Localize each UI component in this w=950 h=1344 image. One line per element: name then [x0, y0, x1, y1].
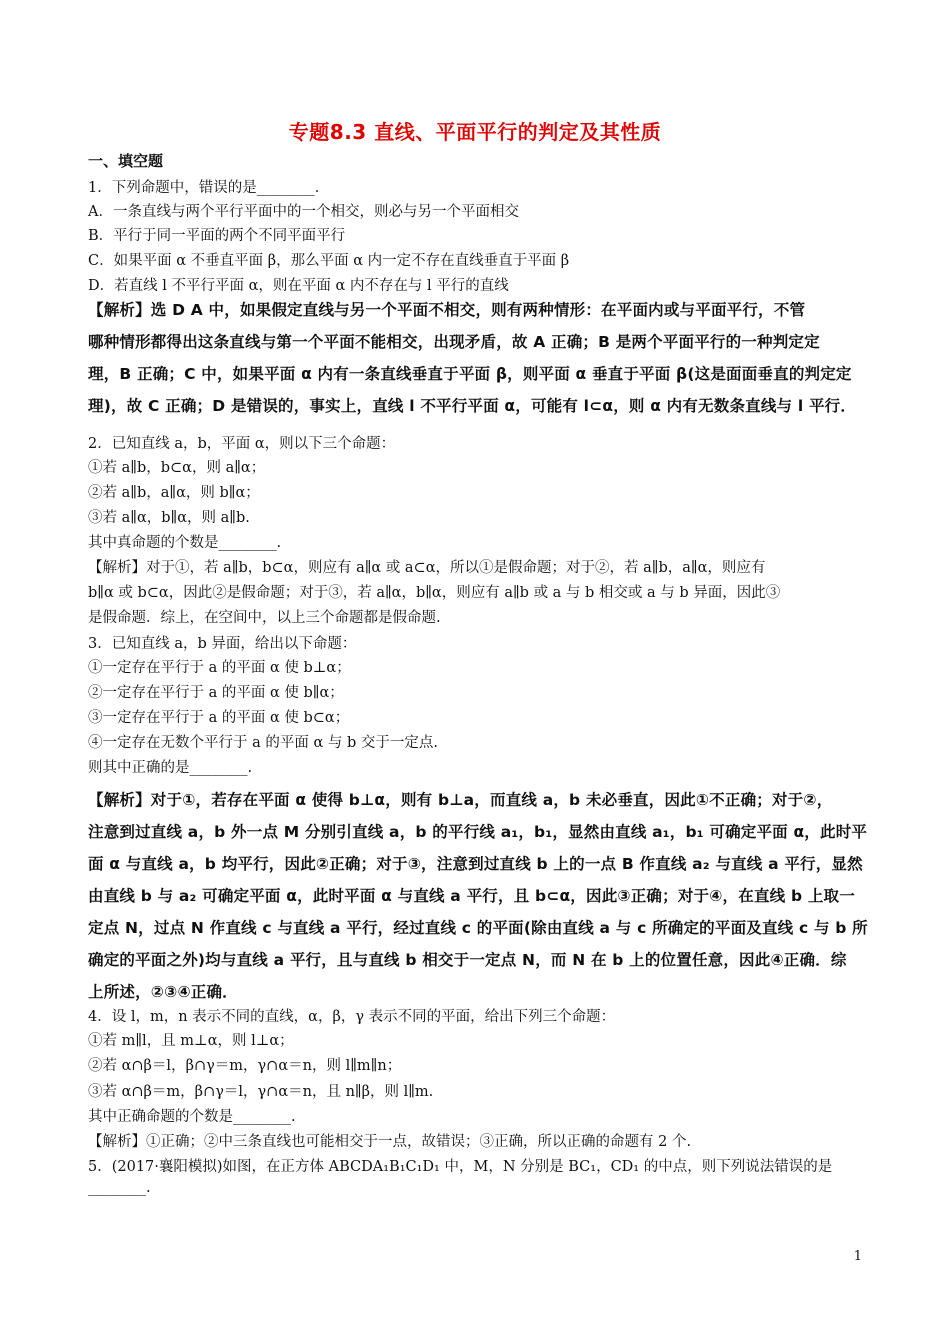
text-line: ①一定存在平行于 a 的平面 α 使 b⊥α；: [88, 660, 351, 676]
text-line: 1．下列命题中，错误的是________．: [88, 180, 330, 196]
text-line: B．平行于同一平面的两个不同平面平行: [88, 228, 346, 244]
text-line: ②若 a∥b，a∥α，则 b∥α；: [88, 485, 260, 501]
text-line: 则其中正确的是________.: [88, 760, 253, 776]
text-line: 5．(2017·襄阳模拟)如图，在正方体 ABCDA₁B₁C₁D₁ 中，M，N 分别是 BC₁，CD₁ 的中点，则下列说法错误的是: [88, 1159, 833, 1175]
text-line: 上所述，②③④正确．: [88, 983, 238, 1001]
text-line: 【解析】对于①，若 a∥b，b⊂α，则应有 a∥α 或 a⊂α，所以①是假命题；对于②，若 a∥b，a∥α，则应有: [88, 560, 766, 576]
text-line: 【解析】①正确；②中三条直线也可能相交于一点，故错误；③正确，所以正确的命题有 2 个.: [88, 1134, 692, 1150]
text-line: ________.: [88, 1180, 151, 1196]
text-line: 是假命题．综上，在空间中，以上三个命题都是假命题.: [88, 610, 441, 626]
text-line: ③一定存在平行于 a 的平面 α 使 b⊂α；: [88, 710, 350, 726]
text-line: C．如果平面 α 不垂直平面 β，那么平面 α 内一定不存在直线垂直于平面 β: [88, 253, 570, 269]
text-line: 注意到过直线 a，b 外一点 M 分别引直线 a，b 的平行线 a₁，b₁，显然由直线 a₁，b₁ 可确定平面 α，此时平: [88, 823, 868, 841]
text-line: ③若 a∥α，b∥α，则 a∥b.: [88, 510, 250, 526]
text-line: ①若 a∥b，b⊂α，则 a∥α；: [88, 460, 266, 476]
text-line: b∥α 或 b⊂α，因此②是假命题；对于③，若 a∥α，b∥α，则应有 a∥b 或 a 与 b 相交或 a 与 b 异面，因此③: [88, 585, 781, 601]
text-line: 面 α 与直线 a，b 均平行，因此②正确；对于③，注意到过直线 b 上的一点 B 作直线 a₂ 与直线 a 平行，显然: [88, 855, 863, 873]
section-heading: 一、填空题: [88, 152, 164, 170]
text-line: ④一定存在无数个平行于 a 的平面 α 与 b 交于一定点.: [88, 735, 438, 751]
text-line: 理)，故 C 正确；D 是错误的，事实上，直线 l 不平行平面 α，可能有 l⊂α，则 α 内有无数条直线与 l 平行．: [88, 397, 857, 415]
text-line: 由直线 b 与 a₂ 可确定平面 α，此时平面 α 与直线 a 平行，且 b⊂α，因此③正确；对于④，在直线 b 上取一: [88, 887, 855, 905]
text-line: 4．设 l，m，n 表示不同的直线，α，β，γ 表示不同的平面，给出下列三个命题：: [88, 1009, 616, 1025]
text-line: ②若 α∩β＝l，β∩γ＝m，γ∩α＝n，则 l∥m∥n；: [88, 1058, 402, 1074]
text-line: 2．已知直线 a，b，平面 α，则以下三个命题：: [88, 436, 396, 452]
text-line: 其中正确命题的个数是________.: [88, 1109, 296, 1125]
page-number: 1: [853, 1249, 862, 1264]
text-line: 理，B 正确；C 中，如果平面 α 内有一条直线垂直于平面 β，则平面 α 垂直于平面 β(这是面面垂直的判定定: [88, 365, 852, 383]
text-line: 【解析】对于①，若存在平面 α 使得 b⊥α，则有 b⊥a，而直线 a，b 未必垂直，因此①不正确；对于②，: [88, 791, 833, 809]
text-line: ①若 m∥l，且 m⊥α，则 l⊥α；: [88, 1033, 294, 1049]
text-line: ②一定存在平行于 a 的平面 α 使 b∥α；: [88, 685, 344, 701]
text-line: 定点 N，过点 N 作直线 c 与直线 a 平行，经过直线 c 的平面(除由直线 a 与 c 所确定的平面及直线 c 与 b 所: [88, 919, 868, 937]
text-line: ③若 α∩β＝m，β∩γ＝l，γ∩α＝n，且 n∥β，则 l∥m.: [88, 1084, 434, 1100]
text-line: D．若直线 l 不平行平面 α，则在平面 α 内不存在与 l 平行的直线: [88, 278, 509, 294]
text-line: 确定的平面之外)均与直线 a 平行，且与直线 b 相交于一定点 N，而 N 在 b 上的位置任意，因此④正确．综: [88, 951, 847, 969]
text-line: 3．已知直线 a，b 异面，给出以下命题：: [88, 636, 357, 652]
text-line: 【解析】选 D A 中，如果假定直线与另一个平面不相交，则有两种情形：在平面内或与平面平行，不管: [88, 301, 806, 319]
text-line: 哪种情形都得出这条直线与第一个平面不能相交，出现矛盾，故 A 正确；B 是两个平面平行的一种判定定: [88, 333, 820, 351]
page-title: 专题8.3 直线、平面平行的判定及其性质: [288, 120, 662, 144]
text-line: 其中真命题的个数是________.: [88, 535, 282, 551]
text-line: A．一条直线与两个平行平面中的一个相交，则必与另一个平面相交: [88, 204, 519, 220]
